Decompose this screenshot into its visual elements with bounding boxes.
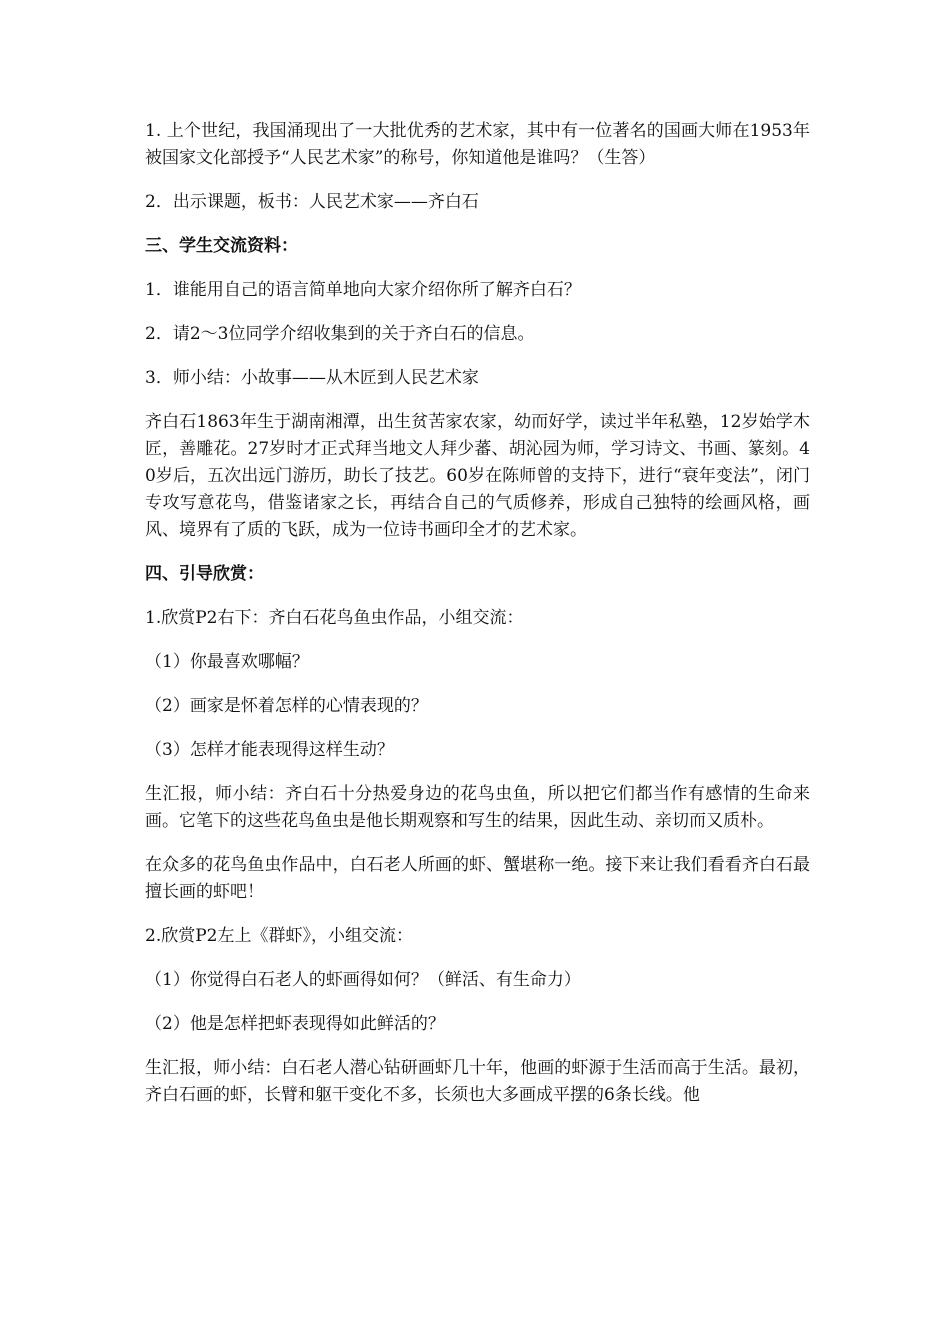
intro-question-paragraph: 1. 上个世纪，我国涌现出了一大批优秀的艺术家，其中有一位著名的国画大师在1953年被国家文化部授予“人民艺术家”的称号，你知道他是谁吗？（生答） xyxy=(145,121,810,168)
summary-paragraph-1: 生汇报，师小结：齐白石十分热爱身边的花鸟虫鱼，所以把它们都当作有感情的生命来画。它笔下的这些花鸟鱼虫是他长期观察和写生的结果，因此生动、亲切而又质朴。 xyxy=(145,784,810,831)
document-page xyxy=(145,118,810,1126)
question-2-2: （2）他是怎样把虾表现得如此鲜活的？ xyxy=(145,1014,445,1034)
section-heading-guided-appreciation: 四、引导欣赏： xyxy=(145,564,264,584)
exchange-item-3: 3．师小结：小故事——从木匠到人民艺术家 xyxy=(145,368,479,388)
exchange-item-2: 2．请2～3位同学介绍收集到的关于齐白石的信息。 xyxy=(145,324,535,344)
biography-paragraph: 齐白石1863年生于湖南湘潭，出生贫苦家农家，幼而好学，读过半年私塾，12岁始学木匠，善雕花。27岁时才正式拜当地文人拜少蕃、胡沁园为师，学习诗文、书画、篆刻。40岁后，五次出远门游历，助长了技艺。60岁在陈师曾的支持下，进行“衰年变法”，闭门专攻写意花鸟，借鉴诸家之长，再结合自己的气质修养，形成自己独特的绘画风格，画风、境界有了质的飞跃，成为一位诗书画印全才的艺术家。 xyxy=(145,412,810,540)
summary-paragraph-2: 生汇报，师小结：白石老人潜心钻研画虾几十年，他画的虾源于生活而高于生活。最初，齐白石画的虾，长臂和躯干变化不多，长须也大多画成平摆的6条长线。他 xyxy=(145,1058,810,1105)
appreciation-item-2: 2.欣赏P2左上《群虾》，小组交流： xyxy=(145,926,413,946)
exchange-item-1: 1．谁能用自己的语言简单地向大家介绍你所了解齐白石？ xyxy=(145,280,581,300)
question-1-2: （2）画家是怀着怎样的心情表现的？ xyxy=(145,696,428,716)
question-2-1: （1）你觉得白石老人的虾画得如何？（鲜活、有生命力） xyxy=(145,970,581,990)
question-1-1: （1）你最喜欢哪幅？ xyxy=(145,652,309,672)
lesson-title-paragraph: 2．出示课题，板书：人民艺术家——齐白石 xyxy=(145,192,479,212)
transition-paragraph: 在众多的花鸟鱼虫作品中，白石老人所画的虾、蟹堪称一绝。接下来让我们看看齐白石最擅长画的虾吧！ xyxy=(145,855,810,902)
section-heading-student-exchange: 三、学生交流资料： xyxy=(145,236,298,256)
appreciation-item-1: 1.欣赏P2右下：齐白石花鸟鱼虫作品，小组交流： xyxy=(145,608,524,628)
question-1-3: （3）怎样才能表现得这样生动？ xyxy=(145,740,394,760)
